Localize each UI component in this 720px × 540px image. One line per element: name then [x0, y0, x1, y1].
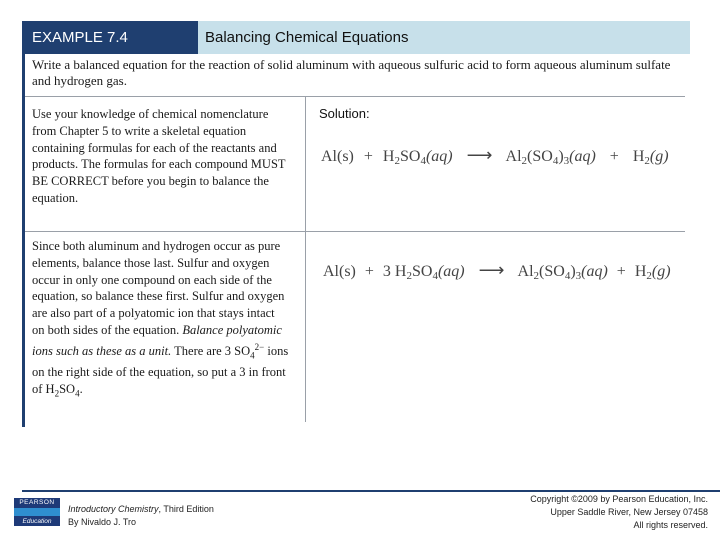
row-divider-top	[25, 96, 685, 97]
example-label: EXAMPLE 7.4	[22, 21, 198, 54]
bottom-divider	[22, 490, 720, 492]
step1-explanation: Use your knowledge of chemical nomenclature from Chapter 5 to write a skeletal equation containing formulas for each of the reactants and products. The formulas for each compound MUST BE CORRECT before you begin to balance the equation.	[32, 107, 286, 205]
copyright-notice: Copyright ©2009 by Pearson Education, Inc. Upper Saddle River, New Jersey 07458 All rights reserved.	[530, 494, 708, 530]
row-divider-middle	[25, 231, 685, 232]
left-bracket-bar	[22, 21, 25, 427]
reaction-arrow: ⟶	[466, 145, 493, 165]
column-divider	[305, 96, 306, 422]
page-title: Balancing Chemical Equations	[198, 21, 690, 54]
reaction-arrow: ⟶	[478, 260, 505, 280]
skeletal-equation: $Al(s) + H_2SO_4(aq)$ ⟶ $Al_2(SO_4)_3(aq) + H_2(g)$	[321, 145, 669, 167]
solution-label: Solution:	[319, 106, 370, 121]
partially-balanced-equation: Al(s) + 3 $H_2SO_4(aq)$ ⟶ $Al_2(SO_4)_3(aq) + H_2(g)$	[323, 260, 671, 282]
book-credit: Introductory Chemistry, Third Edition By Nivaldo J. Tro	[68, 504, 214, 527]
pearson-logo: PEARSON Education	[14, 498, 60, 526]
step2-explanation: Since both aluminum and hydrogen occur as pure elements, balance those last. Sulfur and oxygen occur in only one compound on each side of the equation, so balance these first. Sulfur and oxygen are also part of a polyatomic ion that stays intact on both sides of the equation. Balance polyatomic ions such as these as a unit. There are 3 $SO_4^{2-}$ ions on the right side of the equation, so put a 3 in front of $H_2SO_4$.	[32, 239, 289, 399]
problem-statement: Write a balanced equation for the reaction of solid aluminum with aqueous sulfuric acid to form aqueous aluminum sulfate and hydrogen gas.	[32, 57, 671, 88]
